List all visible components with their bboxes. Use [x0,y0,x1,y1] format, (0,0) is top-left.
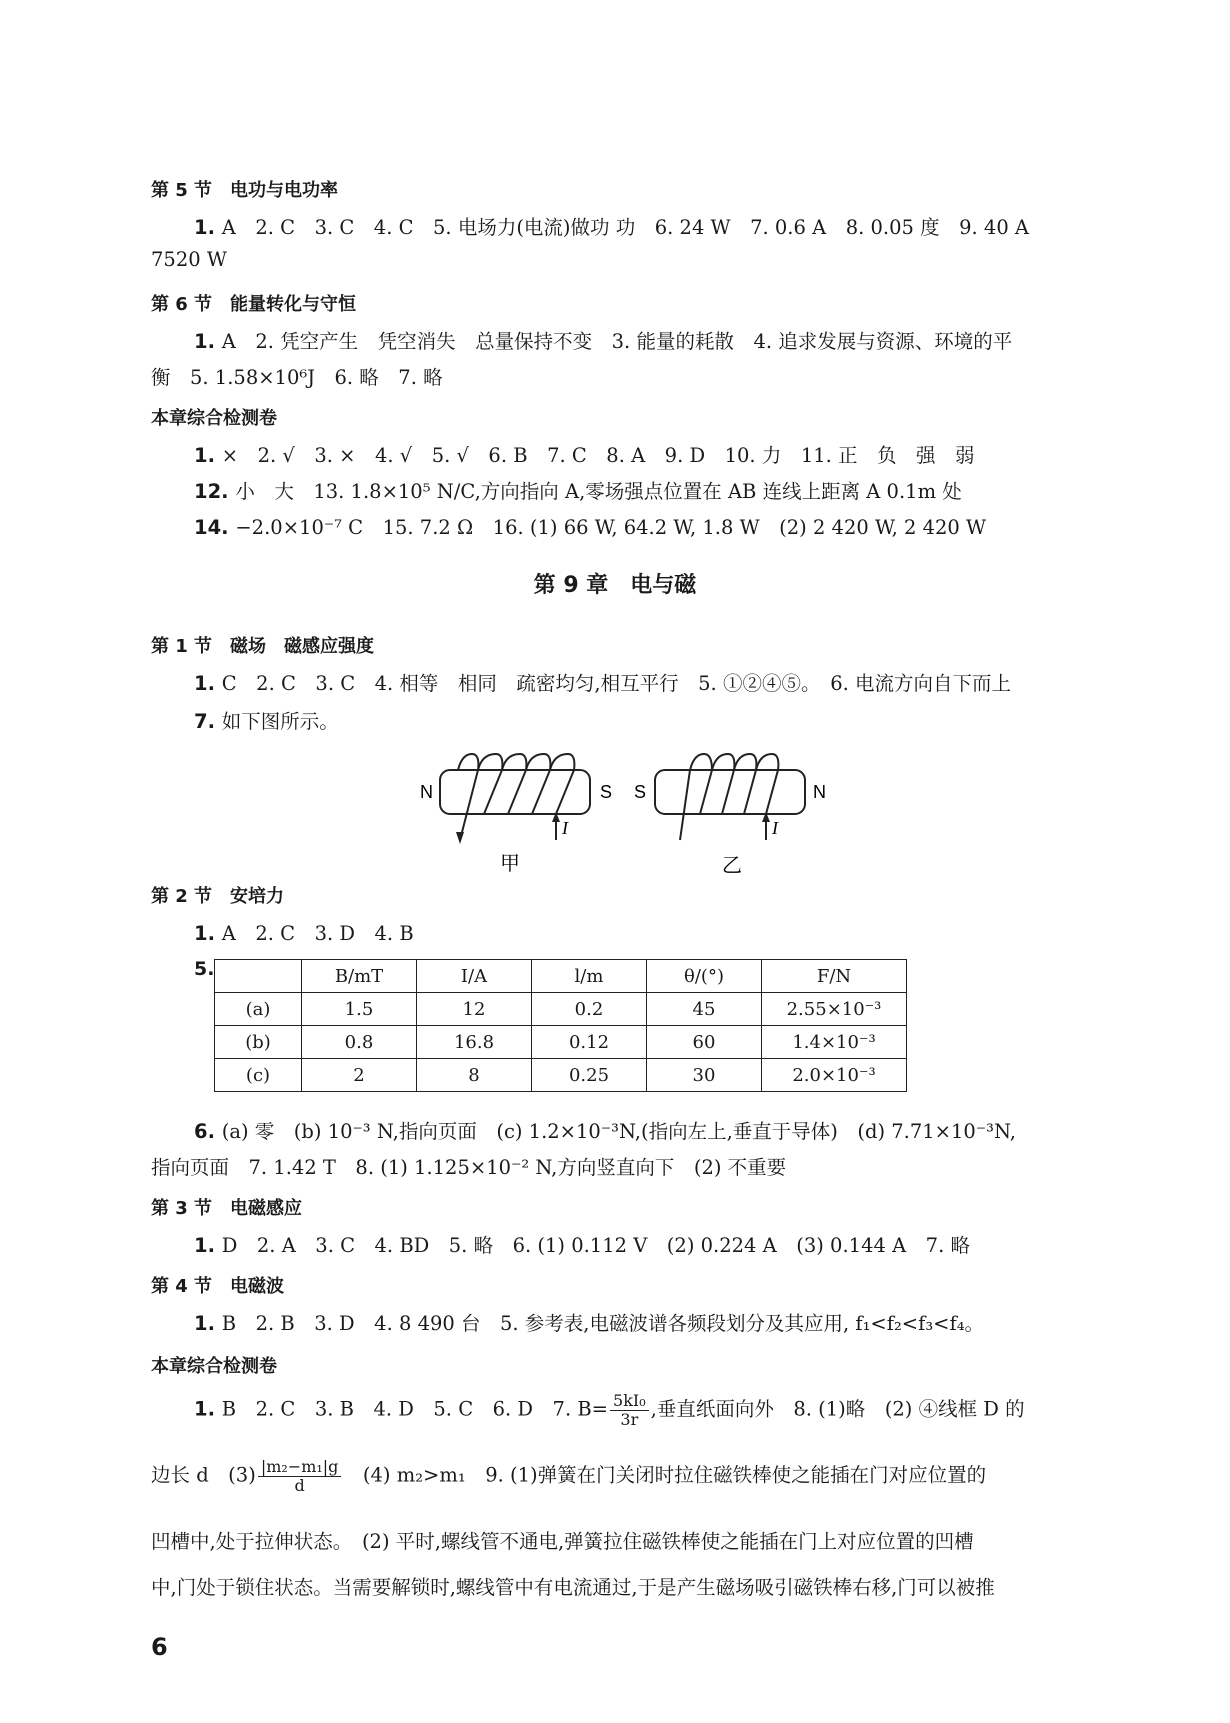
section-heading: 第 3 节 电磁感应 [151,1198,303,1219]
section-heading: 本章综合检测卷 [151,408,277,429]
answer-line: 1. C 2. C 3. C 4. 相等 相同 疏密均匀,相互平行 5. ①②④⑤。 6. 电流方向自下而上 [194,672,1011,695]
table-row: (b) 0.8 16.8 0.12 60 1.4×10⁻³ [215,1026,907,1059]
pole-label: N [813,782,826,802]
page-number: 6 [151,1633,168,1661]
figure-caption: 甲 [500,851,520,875]
answer-line: 凹槽中,处于拉伸状态。 (2) 平时,螺线管不通电,弹簧拉住磁铁棒使之能插在门上对应位置的凹槽 [151,1530,974,1553]
answer-line: 12. 小 大 13. 1.8×10⁵ N/C,方向指向 A,零场强点位置在 AB 连线上距离 A 0.1m 处 [194,480,962,503]
current-label: I [562,818,568,838]
fraction: $\frac{\text{|m₂−m₁|g}}{d}$ [258,1458,342,1494]
answer-line: 1. A 2. 凭空产生 凭空消失 总量保持不变 3. 能量的耗散 4. 追求发展与资源、环境的平 [194,330,1013,353]
answer-line: 1. D 2. A 3. C 4. BD 5. 略 6. (1) 0.112 V (2) 0.224 A (3) 0.144 A 7. 略 [194,1234,970,1257]
answer-line: 指向页面 7. 1.42 T 8. (1) 1.125×10⁻² N,方向竖直向下 (2) 不重要 [151,1156,787,1179]
section-heading: 本章综合检测卷 [151,1356,277,1377]
solenoid-figure [400,740,840,880]
answer-line: 7520 W [151,248,227,271]
answer-line: 1. A 2. C 3. C 4. C 5. 电场力(电流)做功 功 6. 24 W 7. 0.6 A 8. 0.05 度 9. 40 A [194,216,1030,239]
answer-line: 14. −2.0×10⁻⁷ C 15. 7.2 Ω 16. (1) 66 W, 64.2 W, 1.8 W (2) 2 420 W, 2 420 W [194,516,987,539]
answer-line: 1. B 2. B 3. D 4. 8 490 台 5. 参考表,电磁波谱各频段划分及其应用, f₁<f₂<f₃<f₄。 [194,1312,985,1335]
section-heading: 第 2 节 安培力 [151,886,285,907]
table-row: (a) 1.5 12 0.2 45 2.55×10⁻³ [215,993,907,1026]
answer-line: 衡 5. 1.58×10⁶J 6. 略 7. 略 [151,366,443,389]
section-heading: 第 4 节 电磁波 [151,1276,285,1297]
answer-line: 1. A 2. C 3. D 4. B [194,922,414,945]
answer-line: 6. (a) 零 (b) 10⁻³ N,指向页面 (c) 1.2×10⁻³N,(指向左上,垂直于导体) (d) 7.71×10⁻³N, [194,1120,1016,1143]
fraction: $\frac{\text{5kI₀}}{3r}$ [610,1392,649,1428]
current-label: I [772,818,778,838]
question-number: 5. [194,958,215,980]
pole-label: S [600,782,613,802]
figure-caption: 乙 [722,853,742,877]
solenoid-yi [655,754,805,840]
answer-line: 1. B 2. C 3. B 4. D 5. C 6. D 7. B= $\frac{\text{5kI₀}}{3r}$ ,垂直纸面向外 8. (1)略 (2) ④线框 D 的 [194,1391,1025,1429]
chapter-title: 第 9 章 电与磁 [533,573,697,598]
data-table [214,959,907,1092]
answer-line: 1. × 2. √ 3. × 4. √ 5. √ 6. B 7. C 8. A 9. D 10. 力 11. 正 负 强 弱 [194,444,975,467]
section-heading: 第 6 节 能量转化与守恒 [151,294,357,315]
answer-line: 中,门处于锁住状态。当需要解锁时,螺线管中有电流通过,于是产生磁场吸引磁铁棒右移,门可以被推 [151,1576,995,1599]
pole-label: N [420,782,433,802]
section-heading: 第 5 节 电功与电功率 [151,180,339,201]
arrow-icon [456,832,464,844]
answer-line: 7. 如下图所示。 [194,710,339,733]
table-header-row: B/mT I/A l/m θ/(°) F/N [215,960,907,993]
section-heading: 第 1 节 磁场 磁感应强度 [151,636,375,657]
table-row: (c) 2 8 0.25 30 2.0×10⁻³ [215,1059,907,1092]
answer-line: 边长 d (3) $\frac{\text{|m₂−m₁|g}}{d}$ (4) m₂>m₁ 9. (1)弹簧在门关闭时拉住磁铁棒使之能插在门对应位置的 [151,1457,987,1495]
pole-label: S [634,782,647,802]
